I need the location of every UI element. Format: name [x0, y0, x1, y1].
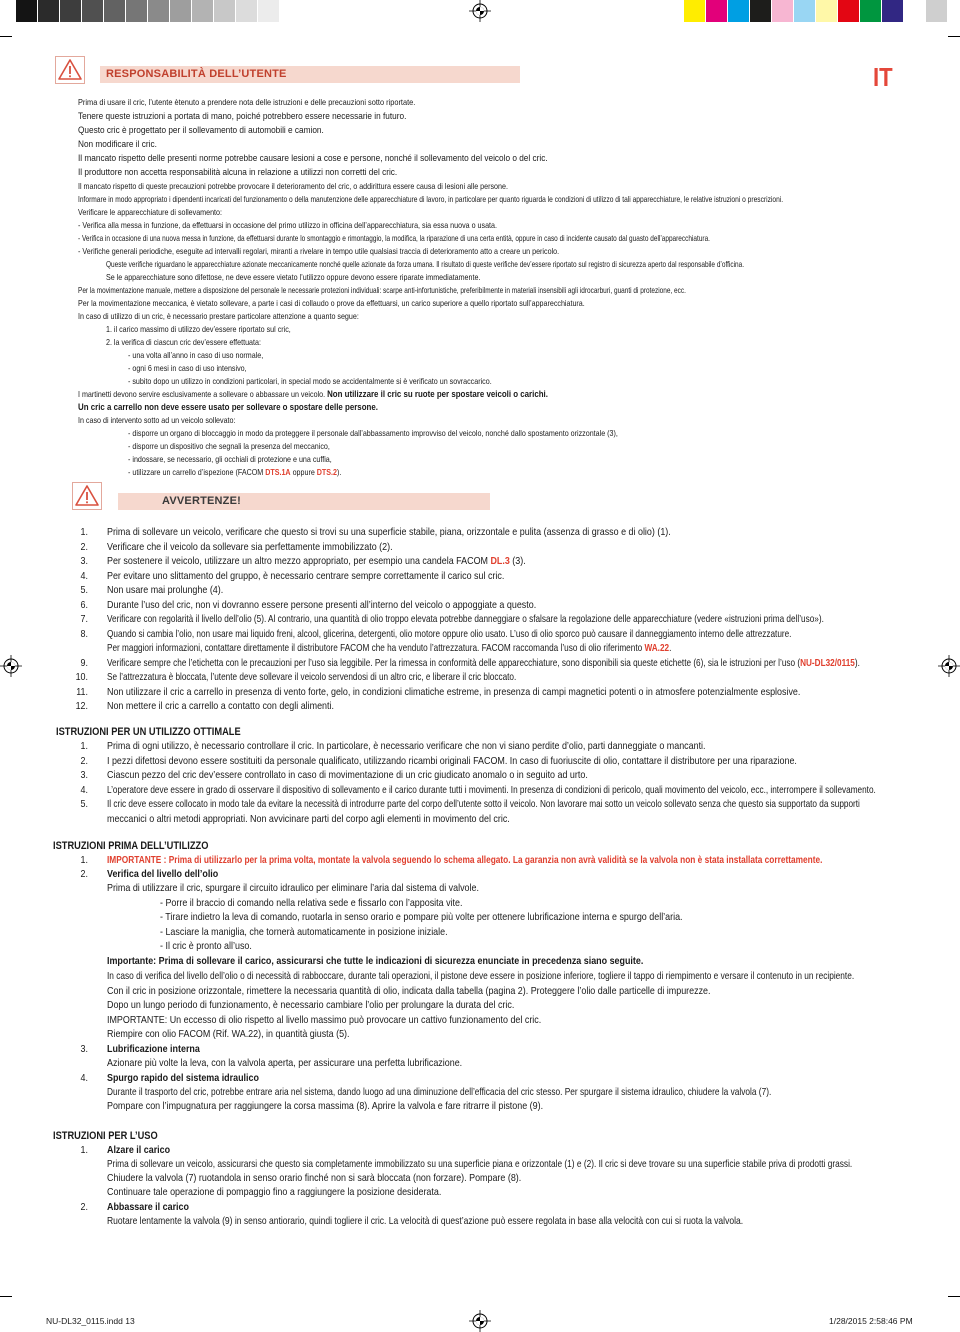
inspection-trolley-text: oppure: [290, 467, 317, 477]
calibration-swatch: [794, 0, 815, 22]
warning-item: Non utilizzare il cric a carrello in presenza di vento forte, gelo, in condizioni climatiche estreme, in presenza di campi magnetici potenti o in atmosfere potenzialmente esplosive.: [107, 686, 801, 698]
precaution-line: - disporre un dispositivo che segnali la presenza del meccanico,: [128, 441, 330, 451]
list-number: 5.: [80, 585, 88, 596]
jack-usage-note: I martinetti devono servire esclusivamente a sollevare o abbassare un veicolo.: [78, 389, 326, 399]
list-number: 4.: [80, 784, 88, 796]
calibration-swatch: [860, 0, 881, 22]
intro-line: Tenere queste istruzioni a portata di mano, poiché potrebbero essere necessarie in futuro.: [78, 111, 407, 122]
optimal-item: I pezzi difettosi devono essere sostituiti da personale qualificato, utilizzando ricambi originali FACOM. In caso di fuoriuscite di olio, contattare il distributore per una riparazione.: [107, 755, 797, 767]
optimal-item: meccanici o altri metodi appropriati. Non avvicinare parti del corpo agli elementi in movimento del cric.: [107, 813, 510, 825]
list-number: 1.: [80, 1145, 88, 1156]
list-number: 3.: [80, 556, 88, 567]
calibration-swatch: [750, 0, 771, 22]
lubrication-text: Azionare più volte la leva, con la valvola aperta, per assicurare una perfetta lubrificazione.: [107, 1058, 463, 1069]
oil-step: Prima di utilizzare il cric, spurgare il circuito idraulico per eliminare l’aria dal sistema di valvole.: [107, 883, 479, 894]
calibration-swatch: [38, 0, 59, 22]
precaution-line: - disporre un organo di bloccaggio in modo da proteggere il personale dall’abbassamento improvviso del veicolo, nonché dallo spostamento orizzontale (3),: [128, 428, 618, 438]
raise-load-title: Alzare il carico: [107, 1145, 171, 1156]
warning-item: Per evitare uno slittamento del gruppo, è necessario centrare sempre correttamente il carico sul cric.: [107, 570, 505, 582]
oil-note: Riempire con olio FACOM (Rif. WA.22), in quantità giusta (5).: [107, 1029, 350, 1040]
precaution-line: Per la movimentazione manuale, mettere a disposizione del personale le necessarie protezioni individuali: scarpe anti-infortunistiche, preferibilmente in materiali insensibili agli idrocarburi, guanti di protezione, ecc.: [78, 285, 686, 295]
calibration-swatch: [104, 0, 125, 22]
oil-note: Con il cric in posizione orizzontale, rimettere la necessaria quantità di olio, indicata dalla tabella (pagina 2). Proteggere l’olio dalle particelle di impurezze.: [107, 985, 711, 997]
optimal-item: Prima di ogni utilizzo, è necessario controllare il cric. In particolare, è necessario verificare che non vi siano perdite d’olio, parti danneggiate o mancanti.: [107, 741, 706, 752]
calibration-swatch: [236, 0, 257, 22]
list-number: 1.: [80, 527, 88, 538]
lubrication-title: Lubrificazione interna: [107, 1044, 200, 1055]
list-number: 5.: [80, 799, 88, 810]
product-ref: DL.3: [490, 556, 510, 567]
calibration-swatch: [82, 0, 103, 22]
precaution-line: - subito dopo un utilizzo in condizioni particolari, in special modo se accidentalmente si è verificato un sovraccarico.: [128, 376, 492, 386]
raise-load-text: Continuare tale operazione di pompaggio fino a raggiungere la posizione desiderata.: [107, 1187, 442, 1198]
calibration-swatch: [772, 0, 793, 22]
precaution-line: 1. il carico massimo di utilizzo dev’essere riportato sul cric,: [106, 324, 291, 334]
oil-note: In caso di verifica del livello dell’olio o di necessità di rabboccare, durante tali operazioni, il pistone deve essere in posizione inferiore, togliere il tappo di riempimento e versare il contenuto in un recipiente.: [107, 971, 855, 982]
footer-timestamp: 1/28/2015 2:58:46 PM: [829, 1316, 913, 1326]
warning-item: Verificare che il veicolo da sollevare sia perfettamente immobilizzato (2).: [107, 541, 393, 553]
lower-load-text: Ruotare lentamente la valvola (9) in senso antiorario, quindi togliere il cric. La velocità di quest’azione può essere regolata in base alla velocità con cui si ruota la valvola.: [107, 1216, 744, 1227]
crop-mark: [948, 36, 960, 37]
optimal-item: Il cric deve essere collocato in modo tale da evitare la necessità di introdurre parte del corpo dell’utente sotto il veicolo. Non lavorare mai sotto un veicolo sollevato senza che questo sia supportato da supporti: [107, 799, 860, 810]
list-number: 2.: [80, 541, 88, 553]
install-valve-notice: IMPORTANTE : Prima di utilizzarlo per la prima volta, montate la valvola seguendo lo schema allegato. La garanzia non avrà validità se la valvola non è stata installata correttamente.: [107, 855, 823, 866]
list-number: 3.: [80, 1044, 88, 1055]
calibration-swatch: [16, 0, 37, 22]
calibration-swatch: [706, 0, 727, 22]
calibration-swatch: [148, 0, 169, 22]
precaution-line: - Verifiche generali periodiche, eseguite ad intervalli regolari, miranti a rivelare in tempo utile qualsiasi traccia di deterioramento atto a creare un pericolo.: [78, 246, 560, 256]
list-number: 11.: [76, 686, 88, 698]
oil-step: - Il cric è pronto all’uso.: [160, 941, 252, 952]
crop-mark: [0, 36, 12, 37]
calibration-swatch: [214, 0, 235, 22]
list-number: 2.: [80, 755, 88, 767]
calibration-swatch: [904, 0, 925, 22]
important-safety-note: Importante: Prima di sollevare il carico, assicurarsi che tutte le indicazioni di sicurezza enunciate in precedenza siano seguite.: [107, 956, 644, 967]
calibration-swatch: [728, 0, 749, 22]
list-number: 4.: [80, 1073, 88, 1084]
precaution-line: Per la movimentazione meccanica, è vietato sollevare, a parte i casi di collaudo o prove da effettuarsi, un carico superiore a quello riportato sull’apparecchiatura.: [78, 298, 585, 308]
precaution-line: [78, 389, 548, 399]
crop-mark: [0, 1296, 12, 1297]
section-title-usage: ISTRUZIONI PER L’USO: [53, 1130, 158, 1142]
warning-item: Quando si cambia l’olio, non usare mai liquido freni, alcool, glicerina, detergenti, olio motore oppure olio usato. L’uso di olio sporco può causare il danneggiamento interno delle attrezzature.: [107, 628, 792, 640]
jack-wheels-warning: Non utilizzare il cric su ruote per spostare veicoli o carichi.: [327, 389, 548, 399]
intro-line: Prima di usare il cric, l’utente ètenuto a prendere nota delle istruzioni e delle precauzioni sotto riportate.: [78, 97, 416, 107]
oil-step: - Lasciare la maniglia, che tornerà automaticamente in posizione iniziale.: [160, 926, 448, 938]
precaution-line: In caso di intervento sotto ad un veicolo sollevato:: [78, 415, 236, 425]
precaution-line: Il mancato rispetto di queste precauzioni potrebbe provocare il deterioramento del cric, o addirittura essere causa di lesioni alle persone.: [78, 181, 508, 191]
list-number: 10.: [75, 672, 88, 683]
intro-line: Il produttore non accetta responsabilità alcuna in relazione a utilizzi non corretti del cric.: [78, 167, 398, 178]
calibration-swatch: [258, 0, 279, 22]
precaution-line: Verificare le apparecchiature di sollevamento:: [78, 207, 222, 217]
language-code: IT: [873, 62, 893, 92]
calibration-swatch: [60, 0, 81, 22]
list-number: 6.: [80, 599, 88, 611]
warning-item: Non mettere il cric a carrello a contatto con degli alimenti.: [107, 701, 334, 712]
inspection-trolley-text: - utilizzare un carrello d’ispezione (FACOM: [128, 467, 266, 477]
warning-item: Se l’attrezzatura è bloccata, l’utente deve sollevare il veicolo servendosi di un altro cric, e liberare il cric bloccato.: [107, 672, 517, 683]
warning-item: Per maggiori informazioni, contattare direttamente il distributore FACOM che ha venduto l’attrezzatura. FACOM raccomanda l’uso di olio riferimento WA.22.: [107, 643, 672, 654]
list-number: 3.: [80, 770, 88, 781]
list-number: 4.: [80, 570, 88, 582]
registration-mark-icon: [469, 0, 491, 22]
list-number: 1.: [80, 855, 88, 866]
list-number: 9.: [80, 657, 88, 669]
warnings-title: AVVERTENZE!: [162, 495, 242, 507]
list-number: 2.: [80, 1202, 88, 1213]
registration-mark-icon: [0, 655, 22, 677]
list-number: 8.: [80, 628, 88, 640]
intro-line: Non modificare il cric.: [78, 139, 157, 150]
warning-item: Prima di sollevare un veicolo, verificare che questo si trovi su una superficie stabile, piana, orizzontale e pulita (assenza di grasso e di olio) (1).: [107, 527, 671, 538]
warning-triangle-icon: [72, 482, 102, 510]
calibration-swatch: [838, 0, 859, 22]
oil-note: IMPORTANTE: Un eccesso di olio rispetto al livello massimo può provocare un cattivo funzionamento del cric.: [107, 1014, 542, 1026]
precaution-line: - Verifica alla messa in funzione, da effettuarsi in occasione del primo utilizzo in officina dell’apparecchiatura, sia essa nuova o usata.: [78, 220, 497, 230]
purge-text: Pompare con l’impugnatura per raggiungere la corsa massima (8). Aprire la valvola e fare ritrarre il pistone (9).: [107, 1101, 544, 1112]
calibration-swatch: [684, 0, 705, 22]
oil-step: - Porre il braccio di comando nella relativa sede e fissarlo con l’apposita vite.: [160, 897, 463, 909]
raise-load-text: Prima di sollevare un veicolo, assicurarsi che questo sia completamente immobilizzato su una superficie piana e orizzontale (1) e (2). Il cric si deve trovare su una superficie stabile priva di prodotti grassi.: [107, 1159, 853, 1170]
oil-step: - Tirare indietro la leva di comando, ruotarla in senso orario e pompare più volte per ottenere lubrificazione interna e spurgo dell’aria.: [160, 912, 683, 923]
footer-file-name: NU-DL32_0115.indd 13: [46, 1316, 135, 1326]
lower-load-title: Abbassare il carico: [107, 1202, 189, 1213]
list-number: 7.: [80, 614, 88, 625]
calibration-swatch: [170, 0, 191, 22]
optimal-item: Ciascun pezzo del cric dev’essere controllato in caso di movimentazione di un cric giudicato anomalo o in seguito ad urto.: [107, 770, 588, 781]
list-number: 12.: [75, 701, 88, 712]
purge-text: Durante il trasporto del cric, potrebbe entrare aria nel sistema, dando luogo ad una diminuzione dell’efficacia del cric stesso. Per spurgare il sistema idraulico, chiudere la valvola (7).: [107, 1087, 772, 1098]
oil-note: Dopo un lungo periodo di funzionamento, è necessario cambiare l’olio per prolungare la durata del cric.: [107, 1000, 515, 1011]
section-title-optimal: ISTRUZIONI PER UN UTILIZZO OTTIMALE: [56, 726, 241, 738]
precaution-line: - Verifica in occasione di una nuova messa in funzione, da effettuarsi durante lo smontaggio e rimontaggio, la modifica, la riparazione di una certa entità, oppure in caso di incidente causato dal guasto dell’apparecchiatura.: [78, 233, 710, 243]
crop-mark: [948, 1296, 960, 1297]
warning-item: Verificare con regolarità il livello dell’olio (5). Al contrario, una quantità di olio troppo elevata potrebbe danneggiare o sfalsare la regolazione delle apparecchiature (vedere «istruzioni prima dell’uso»).: [107, 614, 824, 625]
precaution-line: - ogni 6 mesi in caso di uso intensivo,: [128, 363, 247, 373]
intro-line: Il mancato rispetto delle presenti norme potrebbe causare lesioni a cose e persone, nonché il sollevamento del veicolo o del cric.: [78, 153, 548, 164]
product-ref: NU-DL32/0115: [800, 657, 855, 669]
precaution-line: In caso di utilizzo di un cric, è necessario prestare particolare attenzione a quanto segue:: [78, 311, 359, 321]
list-number: 1.: [80, 741, 88, 752]
precaution-line: 2. la verifica di ciascun cric dev’essere effettuata:: [106, 337, 261, 347]
warning-item: Durante l’uso del cric, non vi dovranno essere persone presenti all’interno del veicolo o appoggiate a questo.: [107, 599, 537, 611]
product-ref: DTS.2: [316, 467, 338, 477]
registration-mark-icon: [938, 655, 960, 677]
product-ref: WA.22: [644, 643, 670, 654]
precaution-line: Informare in modo appropriato i dipendenti incaricati del funzionamento o della manutenzione delle apparecchiature di lavoro, in particolare per quanto riguarda le condizioni di utilizzo di tali apparecchiature, le relative istruzioni o prescrizioni.: [78, 194, 784, 204]
precaution-line: Queste verifiche riguardano le apparecchiature azionate meccanicamente nonché quelle azionate da forza umana. Il risultato di queste verifiche dev’essere riportato sul registro di sicurezza aperto dal responsabile d’officina.: [106, 259, 745, 269]
grayscale-calibration-bar: [16, 0, 280, 22]
intro-line: Questo cric è progettato per il sollevamento di automobili e camion.: [78, 125, 324, 136]
precaution-line: Un cric a carrello non deve essere usato per sollevare o spostare delle persone.: [78, 402, 378, 412]
purge-title: Spurgo rapido del sistema idraulico: [107, 1073, 259, 1084]
registration-mark-icon: [469, 1310, 491, 1332]
warning-triangle-icon: [55, 56, 85, 84]
calibration-swatch: [926, 0, 947, 22]
precaution-line: Se le apparecchiature sono difettose, ne deve essere vietato l’utilizzo oppure devono essere riparate immediatamente.: [106, 272, 481, 282]
calibration-swatch: [192, 0, 213, 22]
list-number: 2.: [80, 869, 88, 880]
inspection-trolley-text: ).: [337, 467, 342, 477]
color-calibration-bar: [684, 0, 948, 22]
precaution-line: - una volta all’anno in caso di uso normale,: [128, 350, 264, 360]
oil-level-title: Verifica del livello dell’olio: [107, 869, 219, 880]
precaution-line: - indossare, se necessario, gli occhiali di protezione e una cuffia,: [128, 454, 332, 464]
optimal-item: L’operatore deve essere in grado di osservare il dispositivo di sollevamento e il carico durante tutti i movimenti. In presenza di condizioni di pericolo, quali movimento del veicolo, ecc., interrompere il sollevamento.: [107, 784, 876, 796]
warning-item: Per sostenere il veicolo, utilizzare un altro mezzo appropriato, per esempio una candela FACOM DL.3 (3).: [107, 556, 526, 567]
raise-load-text: Chiudere la valvola (7) ruotandola in senso orario finché non si sarà bloccata (non forzare). Pompare (8).: [107, 1173, 522, 1184]
responsibility-title: RESPONSABILITÀ DELL’UTENTE: [106, 68, 287, 80]
section-title-before-use: ISTRUZIONI PRIMA DELL’UTILIZZO: [53, 840, 209, 852]
calibration-swatch: [816, 0, 837, 22]
calibration-swatch: [126, 0, 147, 22]
precaution-line: [128, 467, 341, 477]
product-ref: DTS.1A: [265, 467, 291, 477]
warning-item: Verificare sempre che l’etichetta con le precauzioni per l’uso sia leggibile. Per la rimessa in conformità delle apparecchiature, sono disponibili sia queste etichette (6), sia le istruzioni per l’uso (NU-DL32/0115).: [107, 657, 860, 669]
warning-item: Non usare mai prolunghe (4).: [107, 585, 224, 596]
calibration-swatch: [882, 0, 903, 22]
